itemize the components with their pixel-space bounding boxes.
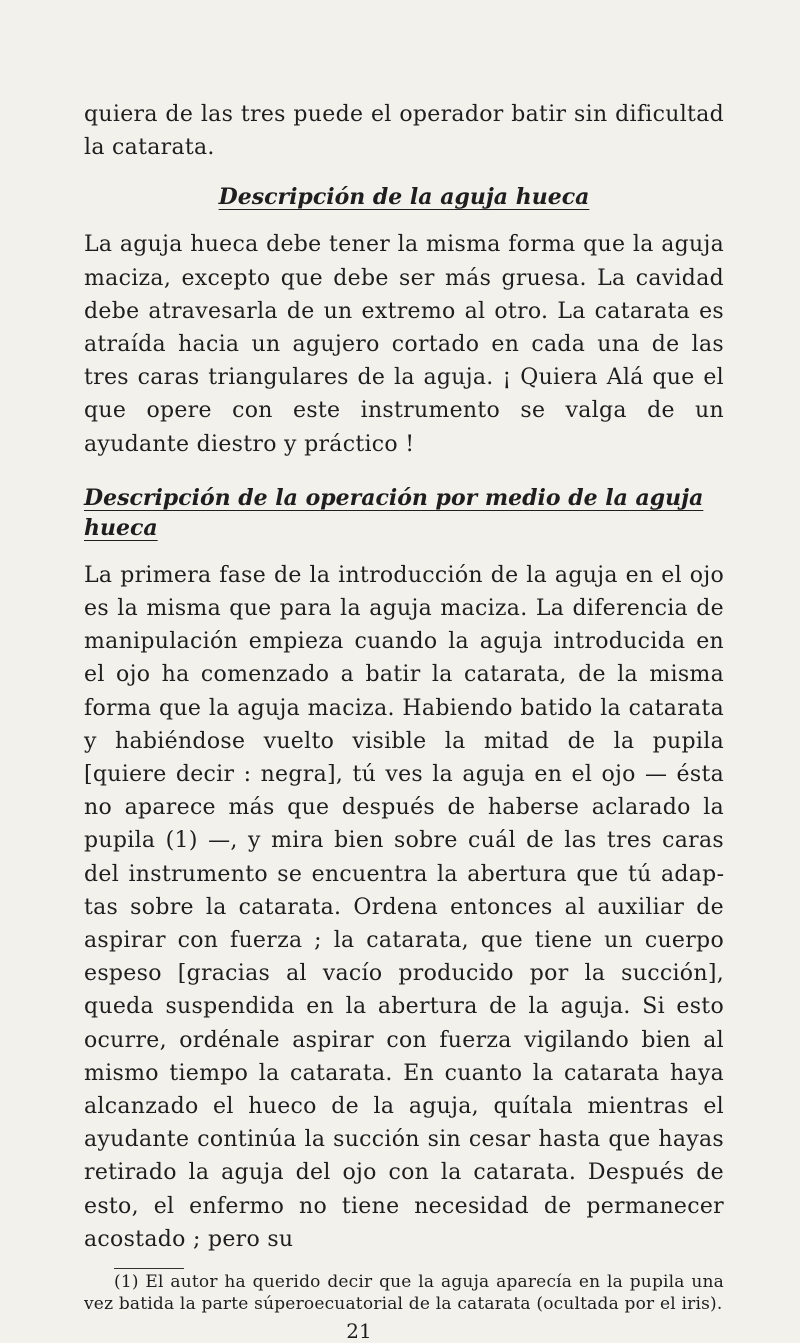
section-heading-hollow-needle (84, 182, 724, 212)
opening-paragraph: quiera de las tres puede el operador batir sin dificultad la catarata. (84, 102, 724, 161)
footnote: (1) El autor ha querido decir que la aguja aparecía en la pupila una vez batida la parte súperoecuatorial de la catarata (ocultada por el iris). (84, 1272, 724, 1315)
paragraph-hollow-needle: La aguja hueca debe tener la misma forma que la aguja maciza, excepto que debe ser más gruesa. La cavidad debe atravesarla de un extremo al otro. La catarata es atraída hacia un agujero cortado en cada una de las tres caras triangulares de la aguja. ¡ Quiera Alá que el que opere con este instrumento se valga de un ayudante diestro y práctico ! (84, 232, 724, 457)
heading-text: Descripción de la aguja hueca (218, 184, 590, 211)
footnote-divider (114, 1268, 184, 1269)
paragraph-operation: La primera fase de la introducción de la aguja en el ojo es la misma que para la aguja maciza. La diferencia de manipulación empieza cuando la aguja introducida en el ojo ha comenzado a batir la catarata, de la misma forma que la aguja maciza. Habiendo batido la catarata y habiéndose vuelto visible la mitad de la pupila [quiere decir : negra], tú ves la aguja en el ojo — ésta no aparece más que después de haberse aclarado la pupila (1) —, y mira bien sobre cuál de las tres caras del instrumento se encuentra la abertura que tú adaptas sobre la catarata. Ordena entonces al auxiliar de aspirar con fuerza ; la catarata, que tiene un cuerpo espeso [gracias al vacío producido por la succión], queda suspendida en la abertura de la aguja. Si esto ocurre, ordénale aspirar con fuerza vigilando bien al mismo tiempo la catarata. En cuanto la catarata haya alcanzado el hueco de la aguja, quítala mientras el ayudante continúa la succión sin cesar hasta que hayas retirado la aguja del ojo con la catarata. Después de esto, el enfermo no tiene necesidad de permanecer acostado ; pero su (84, 562, 724, 1252)
section-heading-operation (84, 483, 724, 543)
page-number: 21 (346, 1319, 372, 1343)
page (84, 98, 724, 1343)
heading-text: Descripción de la operación por medio de la aguja hueca (84, 484, 704, 541)
